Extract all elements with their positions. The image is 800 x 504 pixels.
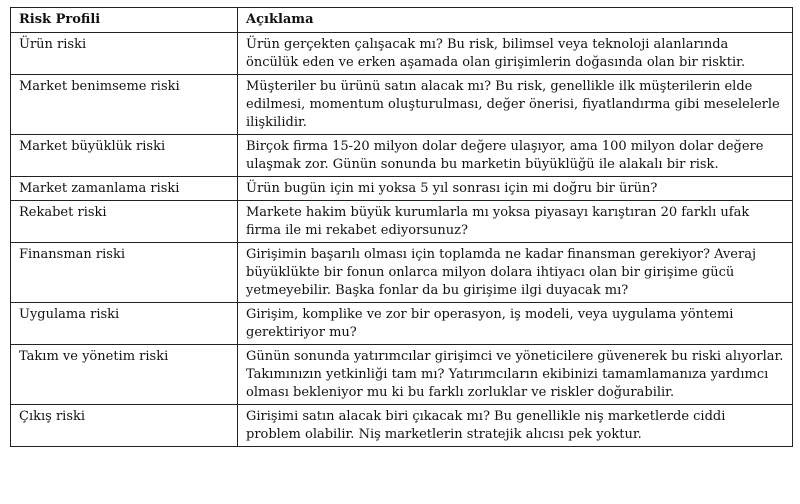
risk-name: Market benimseme riski <box>11 75 238 135</box>
risk-name: Ürün riski <box>11 33 238 75</box>
risk-description: Birçok firma 15-20 milyon dolar değere ulaşıyor, ama 100 milyon dolar değere ulaşmak zor. Günün sonunda bu marketin büyüklüğü ile alakalı bir risk. <box>238 135 793 177</box>
risk-description: Müşteriler bu ürünü satın alacak mı? Bu risk, genellikle ilk müşterilerin elde edilmesi, momentum oluşturulması, değer önerisi, fiyatlandırma gibi meselelerle ilişkilidir. <box>238 75 793 135</box>
header-description: Açıklama <box>238 8 793 33</box>
risk-name: Uygulama riski <box>11 303 238 345</box>
risk-table-container <box>10 7 792 447</box>
risk-description: Girişimi satın alacak biri çıkacak mı? Bu genellikle niş marketlerde ciddi problem olabilir. Niş marketlerin stratejik alıcısı pek yoktur. <box>238 405 793 447</box>
table-row <box>11 135 793 177</box>
risk-name: Market büyüklük riski <box>11 135 238 177</box>
risk-profile-table <box>10 7 793 447</box>
risk-name: Çıkış riski <box>11 405 238 447</box>
table-row <box>11 177 793 201</box>
table-row <box>11 303 793 345</box>
table-header-row <box>11 8 793 33</box>
risk-name: Finansman riski <box>11 243 238 303</box>
risk-name: Market zamanlama riski <box>11 177 238 201</box>
table-row <box>11 345 793 405</box>
table-row <box>11 243 793 303</box>
table-row <box>11 33 793 75</box>
risk-description: Günün sonunda yatırımcılar girişimci ve yöneticilere güvenerek bu riski alıyorlar. Takımınızın yetkinliği tam mı? Yatırımcıların ekibinizi tamamlamanıza yardımcı olması bekleniyor mu ki bu farklı zorluklar ve riskler doğurabilir. <box>238 345 793 405</box>
risk-description: Girişim, komplike ve zor bir operasyon, iş modeli, veya uygulama yöntemi gerektiriyor mu? <box>238 303 793 345</box>
risk-name: Rekabet riski <box>11 201 238 243</box>
risk-name: Takım ve yönetim riski <box>11 345 238 405</box>
table-row <box>11 75 793 135</box>
header-risk-profile: Risk Profili <box>11 8 238 33</box>
table-row <box>11 405 793 447</box>
risk-description: Markete hakim büyük kurumlarla mı yoksa piyasayı karıştıran 20 farklı ufak firma ile mi rekabet ediyorsunuz? <box>238 201 793 243</box>
risk-description: Ürün bugün için mi yoksa 5 yıl sonrası için mi doğru bir ürün? <box>238 177 793 201</box>
risk-description: Ürün gerçekten çalışacak mı? Bu risk, bilimsel veya teknoloji alanlarında öncülük eden ve erken aşamada olan girişimlerin doğasında olan bir risktir. <box>238 33 793 75</box>
risk-description: Girişimin başarılı olması için toplamda ne kadar finansman gerekiyor? Averaj büyüklükte bir fonun onlarca milyon dolara ihtiyacı olan bir girişime gücü yetmeyebilir. Başka fonlar da bu girişime ilgi duyacak mı? <box>238 243 793 303</box>
table-row <box>11 201 793 243</box>
